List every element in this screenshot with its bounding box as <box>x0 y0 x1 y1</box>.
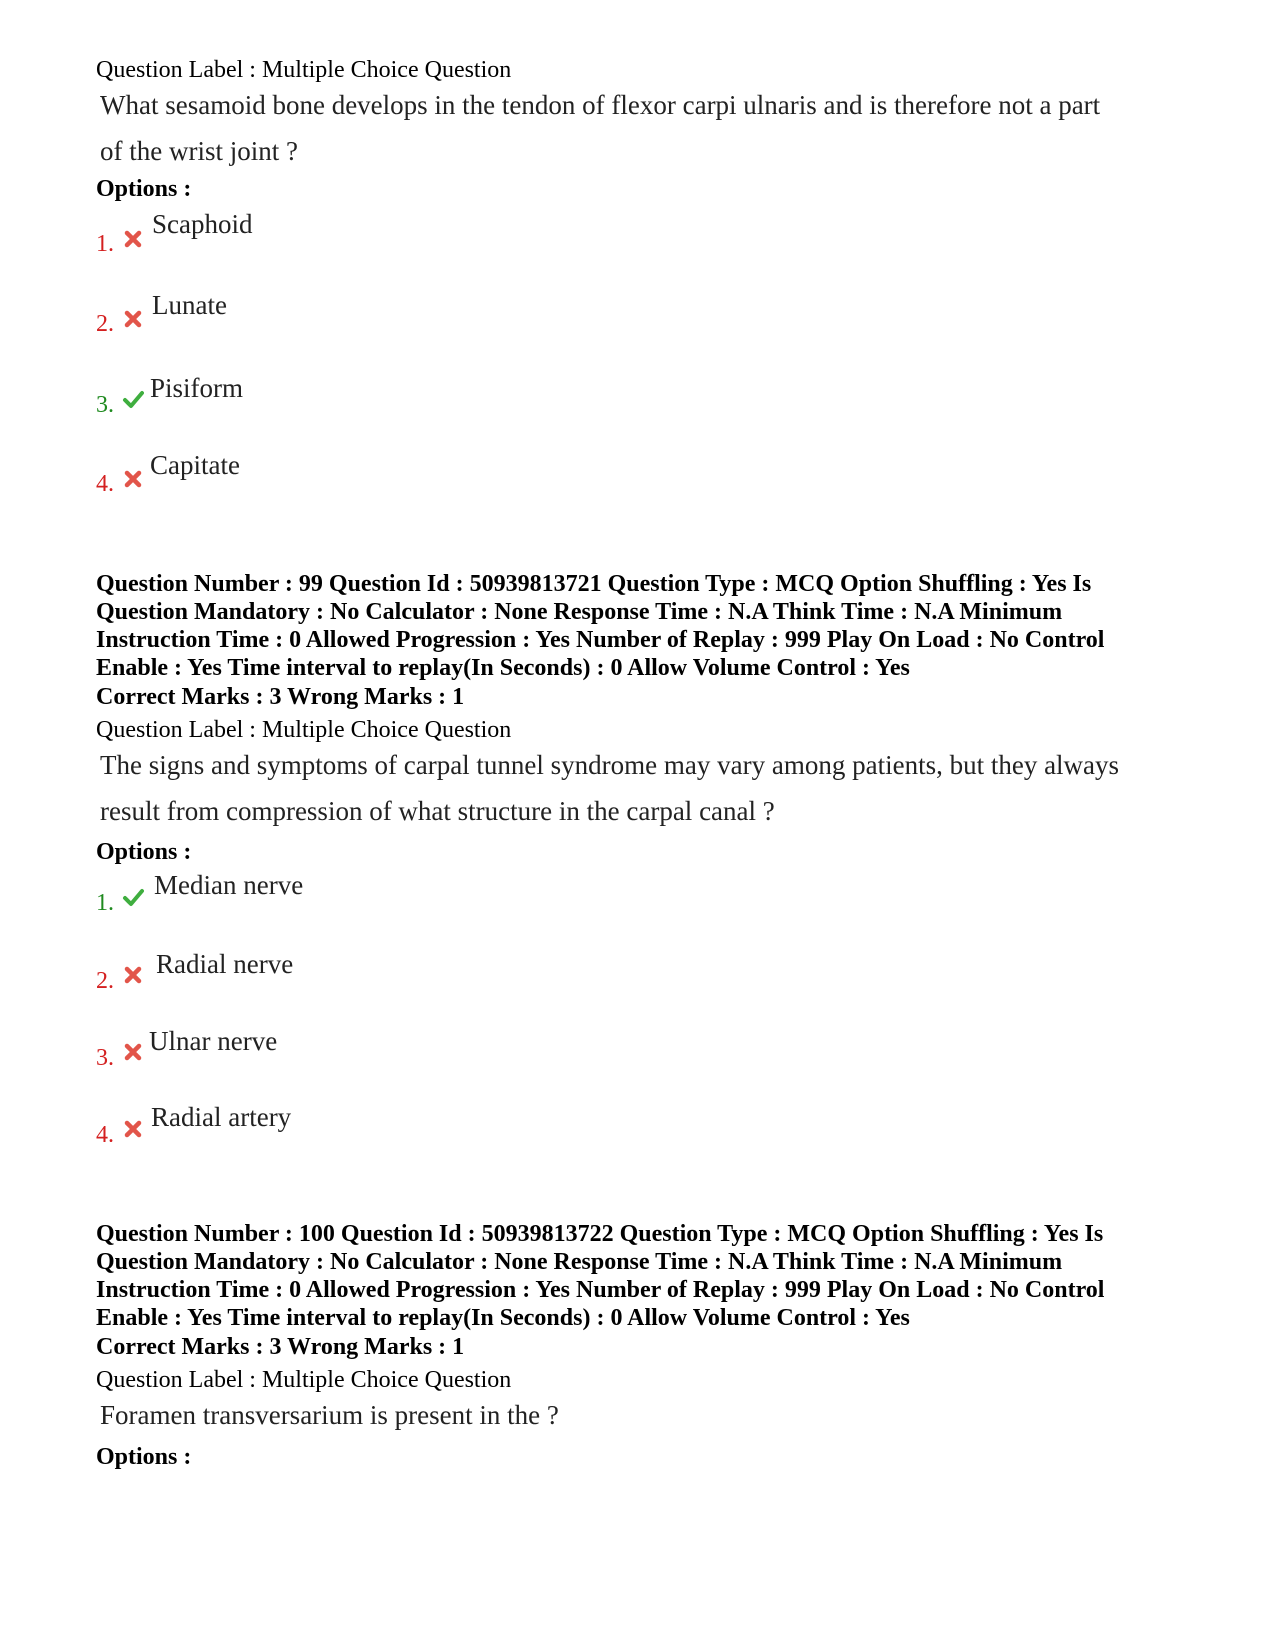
meta-line: Question Mandatory : No Calculator : None Response Time : N.A Think Time : N.A Minimum <box>96 599 1063 625</box>
question-label: Question Label : Multiple Choice Question <box>96 57 512 83</box>
option-1 <box>96 869 696 929</box>
option-text: Radial artery <box>151 1102 292 1132</box>
option-text: Radial nerve <box>156 949 294 979</box>
cross-mark-icon <box>122 228 144 250</box>
meta-line: Question Mandatory : No Calculator : None Response Time : N.A Think Time : N.A Minimum <box>96 1249 1063 1275</box>
option-number: 2. <box>96 311 114 337</box>
option-number: 4. <box>96 1122 114 1148</box>
question-text: What sesamoid bone develops in the tendon of flexor carpi ulnaris and is therefore not a part of the wrist joint ? <box>100 90 1101 166</box>
meta-line: Enable : Yes Time interval to replay(In Seconds) : 0 Allow Volume Control : Yes <box>96 1305 910 1331</box>
options-heading: Options : <box>96 1444 192 1470</box>
cross-mark-icon <box>122 308 144 330</box>
options-heading: Options : <box>96 839 192 865</box>
option-text: Scaphoid <box>152 209 253 239</box>
meta-line: Question Number : 99 Question Id : 50939813721 Question Type : MCQ Option Shuffling : Yes Is <box>96 571 1092 597</box>
meta-line: Enable : Yes Time interval to replay(In Seconds) : 0 Allow Volume Control : Yes <box>96 655 910 681</box>
question-text: Foramen transversarium is present in the ? <box>100 1400 559 1430</box>
option-3 <box>96 1025 696 1085</box>
option-text: Capitate <box>150 450 240 480</box>
option-3 <box>96 372 696 432</box>
question-meta <box>96 570 1156 682</box>
question-label: Question Label : Multiple Choice Question <box>96 717 512 743</box>
question-label: Question Label : Multiple Choice Question <box>96 1367 512 1393</box>
question-meta <box>96 1220 1156 1332</box>
cross-mark-icon <box>122 1041 144 1063</box>
option-number: 3. <box>96 1045 114 1071</box>
option-2 <box>96 289 696 349</box>
meta-line: Instruction Time : 0 Allowed Progression : Yes Number of Replay : 999 Play On Load : No Control <box>96 627 1105 653</box>
marks-line: Correct Marks : 3 Wrong Marks : 1 <box>96 684 465 710</box>
option-1 <box>96 208 696 268</box>
option-number: 4. <box>96 471 114 497</box>
options-heading: Options : <box>96 176 192 202</box>
check-mark-icon <box>122 886 144 908</box>
option-number: 1. <box>96 231 114 257</box>
meta-line: Instruction Time : 0 Allowed Progression : Yes Number of Replay : 999 Play On Load : No Control <box>96 1277 1105 1303</box>
option-number: 3. <box>96 392 114 418</box>
option-text: Ulnar nerve <box>149 1026 278 1056</box>
option-number: 1. <box>96 890 114 916</box>
cross-mark-icon <box>122 468 144 490</box>
cross-mark-icon <box>122 964 144 986</box>
option-text: Median nerve <box>154 870 304 900</box>
option-2 <box>96 948 696 1008</box>
option-text: Pisiform <box>150 373 244 403</box>
meta-line: Question Number : 100 Question Id : 50939813722 Question Type : MCQ Option Shuffling : Yes Is <box>96 1221 1104 1247</box>
option-text: Lunate <box>152 290 227 320</box>
check-mark-icon <box>122 388 144 410</box>
option-4 <box>96 449 696 509</box>
marks-line: Correct Marks : 3 Wrong Marks : 1 <box>96 1334 465 1360</box>
option-number: 2. <box>96 968 114 994</box>
cross-mark-icon <box>122 1118 144 1140</box>
question-text: The signs and symptoms of carpal tunnel syndrome may vary among patients, but they always result from compression of what structure in the carpal canal ? <box>100 750 1120 826</box>
option-4 <box>96 1101 696 1161</box>
